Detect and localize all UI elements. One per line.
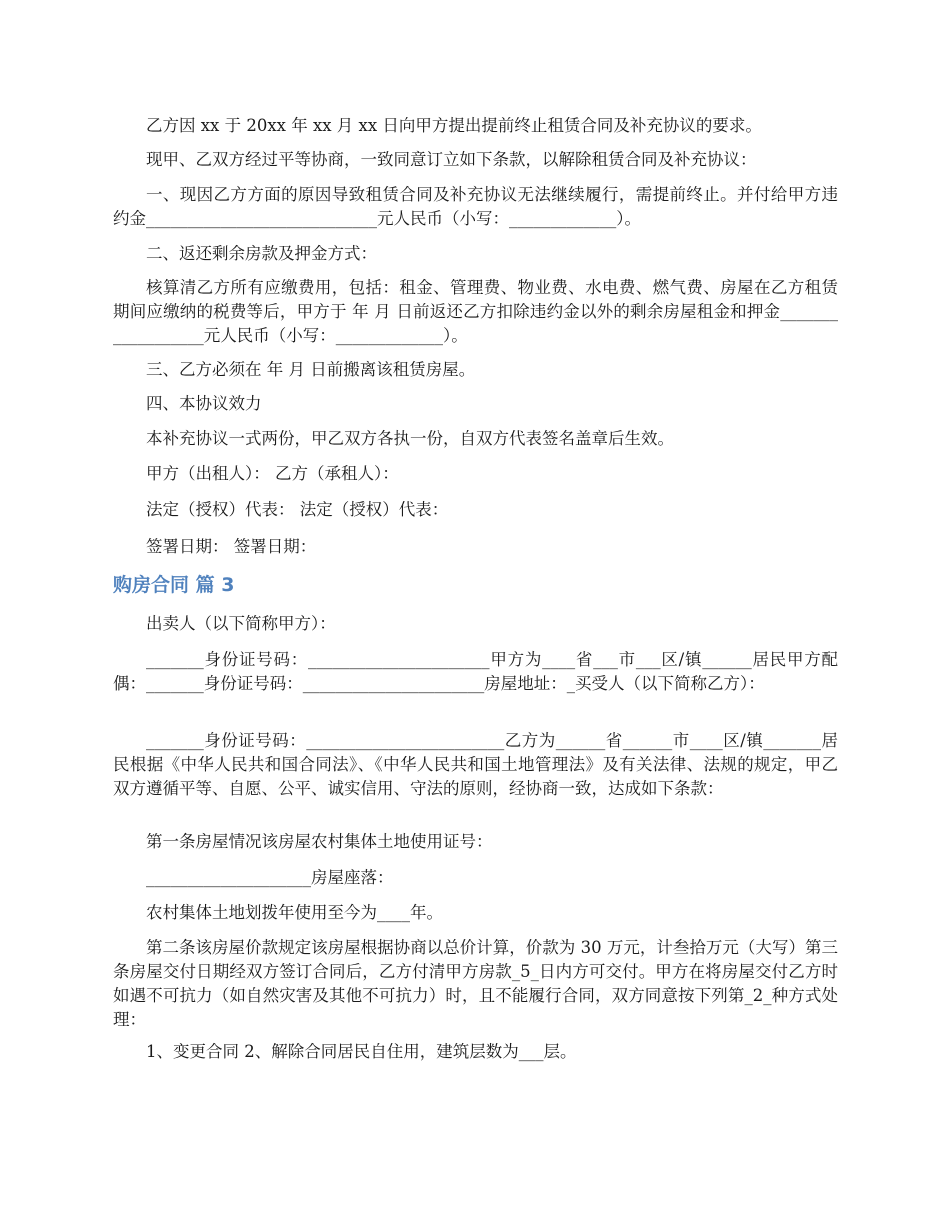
paragraph-clause-4-title: 四、本协议效力 — [146, 394, 262, 413]
paragraph-clause-2-body: 核算清乙方所有应缴费用，包括：租金、管理费、物业费、水电费、燃气费、房屋在乙方租赁期间应缴纳的税费等后，甲方于 年 月 日前返还乙方扣除违约金以外的剩余房屋租金和押金__________________元人民币（小写：_____________）。 — [113, 278, 838, 345]
paragraph-clause-2-title: 二、返还剩余房款及押金方式： — [146, 244, 377, 263]
paragraph-clause-3: 三、乙方必须在 年 月 日前搬离该租赁房屋。 — [146, 360, 476, 379]
paragraph-article-1: 第一条房屋情况该房屋农村集体土地使用证号： — [146, 832, 493, 851]
paragraph-seller: 出卖人（以下简称甲方）： — [146, 614, 336, 633]
paragraph-options: 1、变更合同 2、解除合同居民自住用，建筑层数为___层。 — [146, 1042, 577, 1061]
section-heading: 购房合同 篇 3 — [113, 574, 235, 596]
paragraph-buyer-details: _______身份证号码：________________________乙方为______省______市____区/镇_______居民根据《中华人民共和国合同法》、《中华人民共和国土地管理法》及有关法律、法规的规定，甲乙双方遵循平等、自愿、公平、诚实信用、守法的原则，经协商一致，达成如下条款： — [113, 731, 838, 798]
paragraph-seller-details: _______身份证号码：______________________甲方为____省___市___区/镇______居民甲方配偶：_______身份证号码：______________________房屋地址：_买受人（以下简称乙方）： — [113, 650, 838, 693]
paragraph-clause-4-body: 本补充协议一式两份，甲乙双方各执一份，自双方代表签名盖章后生效。 — [146, 429, 674, 448]
paragraph-termination-request: 乙方因 xx 于 20xx 年 xx 月 xx 日向甲方提出提前终止租赁合同及补充协议的要求。 — [146, 116, 762, 135]
paragraph-agreement-intro: 现甲、乙双方经过平等协商，一致同意订立如下条款，以解除租赁合同及补充协议： — [146, 150, 757, 169]
paragraph-land-years: 农村集体土地划拨年使用至今为____年。 — [146, 903, 443, 922]
paragraph-property-location: ____________________房屋座落： — [146, 868, 394, 887]
paragraph-signing-dates: 签署日期： 签署日期： — [146, 537, 317, 556]
paragraph-parties: 甲方（出租人）： 乙方（承租人）： — [146, 464, 399, 483]
paragraph-article-2-3: 第二条该房屋价款规定该房屋根据协商以总价计算，价款为 30 万元，计叁拾万元（大写）第三条房屋交付日期经双方签订合同后，乙方付清甲方房款_5_日内方可交付。甲方在将房屋交付乙方时如遇不可抗力（如自然灾害及其他不可抗力）时，且不能履行合同，双方同意按下列第_2_种方式处理： — [113, 938, 838, 1029]
paragraph-representatives: 法定（授权）代表： 法定（授权）代表： — [146, 500, 449, 519]
paragraph-clause-1: 一、现因乙方方面的原因导致租赁合同及补充协议无法继续履行，需提前终止。并付给甲方违约金____________________________元人民币（小写：_____________）。 — [113, 185, 838, 228]
